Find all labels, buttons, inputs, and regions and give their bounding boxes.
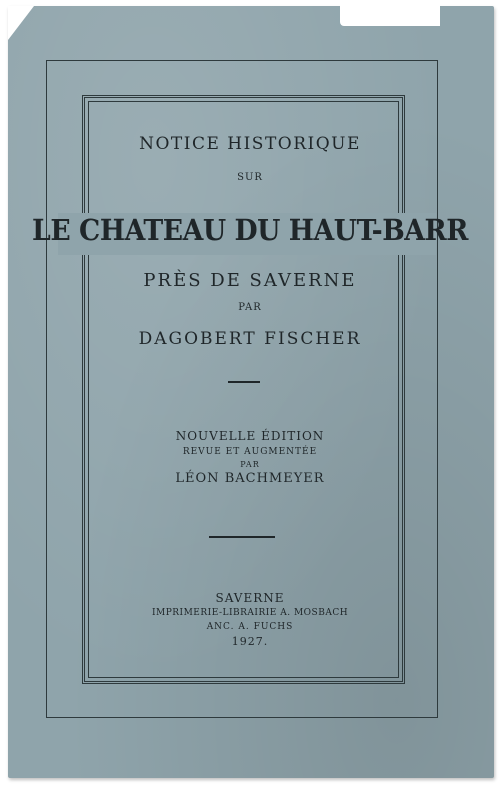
- edition-line: NOUVELLE ÉDITION: [175, 429, 325, 443]
- subtitle-notice: NOTICE HISTORIQUE: [139, 134, 361, 154]
- divider-rule-1: [228, 381, 260, 383]
- editor-name: LÉON BACHMEYER: [175, 471, 325, 486]
- par-label-2: PAR: [240, 460, 260, 469]
- folded-corner: [8, 6, 34, 40]
- subtitle-sur: SUR: [237, 172, 263, 183]
- author-name: DAGOBERT FISCHER: [138, 329, 362, 349]
- par-label-1: PAR: [238, 302, 262, 313]
- publisher-name: IMPRIMERIE-LIBRAIRIE A. MOSBACH: [151, 608, 349, 618]
- location-line: PRÈS DE SAVERNE: [143, 270, 357, 291]
- publisher-predecessor: ANC. A. FUCHS: [206, 622, 294, 632]
- revised-line: REVUE ET AUGMENTÉE: [182, 447, 318, 457]
- torn-edge: [340, 0, 440, 26]
- divider-rule-2: [209, 536, 275, 538]
- publication-year: 1927.: [231, 635, 269, 648]
- publisher-city: SAVERNE: [215, 591, 285, 605]
- book-title: LE CHATEAU DU HAUT-BARR: [32, 213, 468, 247]
